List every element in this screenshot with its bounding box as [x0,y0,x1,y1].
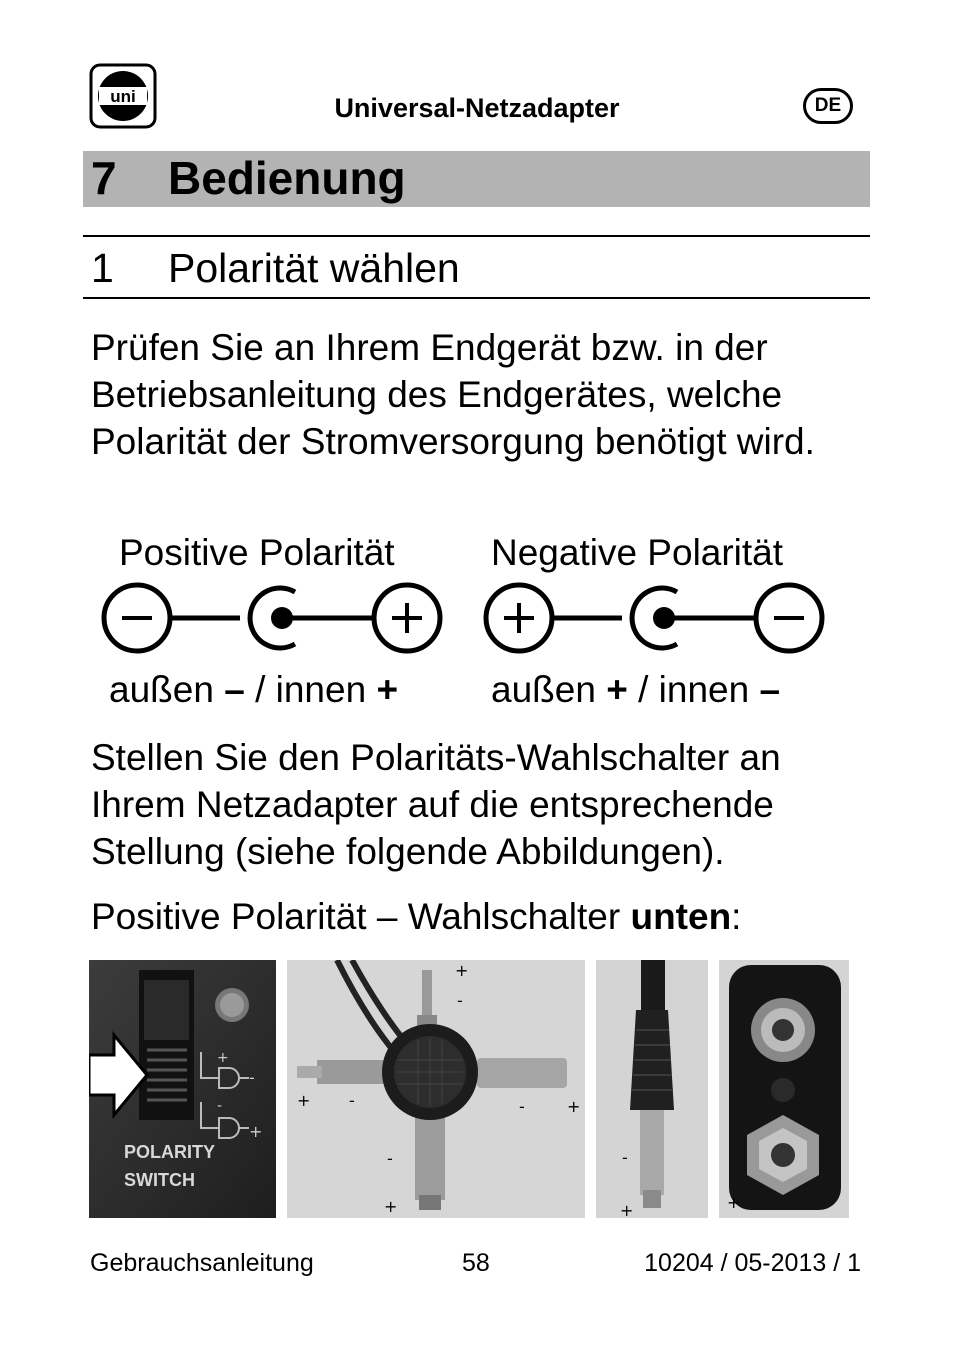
intro-paragraph: Prüfen Sie an Ihrem Endgerät bzw. in der Betriebsanleitung des Endgerätes, welche Polarität der Stromversorgung benötigt wird. [91,327,815,462]
chapter-title: Bedienung [168,152,406,204]
inner-label: innen [658,669,750,710]
switch-line-suffix: : [731,896,742,937]
page-number: 58 [462,1249,490,1277]
center-pin-icon [271,607,293,629]
switch-label-line2: SWITCH [124,1170,195,1190]
switch-minus-mark-upper: - [217,1098,223,1114]
battery-clip-photo [719,960,849,1218]
tip-minus-mark: - [349,1091,355,1110]
tip-plus-mark: + [384,1197,398,1216]
section-rule-bottom [83,297,870,299]
plus-icon [392,603,422,633]
switch-line-emphasis: unten [630,896,732,937]
language-badge: DE [803,88,853,124]
tip-minus-mark: - [387,1149,393,1168]
plug-plus-mark: + [620,1201,634,1218]
footer-document-id: 10204 / 05-2013 / 1 [644,1249,861,1277]
outer-sign: – [224,669,245,710]
chapter-number: 7 [91,152,117,204]
switch-plus-mark-upper: + [217,1050,229,1066]
section-title: Polarität wählen [168,245,460,291]
footer-manual-label: Gebrauchsanleitung [90,1249,314,1277]
document-title: Universal-Netzadapter [334,93,620,123]
inner-sign: + [376,669,399,710]
section-number: 1 [91,245,114,291]
outer-sign: + [606,669,628,710]
positive-polarity-diagram [97,582,447,656]
tip-minus-mark: - [457,991,463,1010]
barrel-plug-photo [596,960,708,1218]
adapter-tips-photo [287,960,585,1218]
positive-polarity-caption [109,668,398,712]
outer-label: außen [109,669,214,710]
plus-icon [504,603,534,633]
switch-label-line1: POLARITY [124,1142,216,1162]
switch-plus-mark: + [249,1122,263,1141]
inner-label: innen [275,669,367,710]
separator: / [255,669,266,710]
negative-polarity-caption [491,668,780,712]
separator: / [638,669,649,710]
negative-polarity-diagram [479,582,829,656]
positive-switch-line [91,893,881,940]
logo-text: uni [110,87,136,106]
positive-polarity-title: Positive Polarität [119,532,395,573]
tip-plus-mark: + [567,1097,581,1116]
tip-plus-mark: + [297,1091,311,1110]
switch-line-prefix: Positive Polarität – Wahlschalter [91,896,631,937]
inner-sign: – [759,669,781,710]
polarity-switch-photo [89,960,276,1218]
tip-plus-mark: + [455,961,469,980]
switch-instruction-paragraph: Stellen Sie den Polaritäts-Wahlschalter an Ihrem Netzadapter auf die entsprechende Stellung (siehe folgende Abbildungen). [91,737,781,872]
switch-minus-mark: - [249,1068,255,1087]
center-pin-icon [653,607,675,629]
plug-minus-mark: - [622,1148,628,1167]
tip-minus-mark: - [519,1097,525,1116]
clip-plus-mark: + [727,1193,741,1212]
outer-label: außen [491,669,596,710]
section-rule-top [83,235,870,237]
negative-polarity-title: Negative Polarität [491,532,784,573]
